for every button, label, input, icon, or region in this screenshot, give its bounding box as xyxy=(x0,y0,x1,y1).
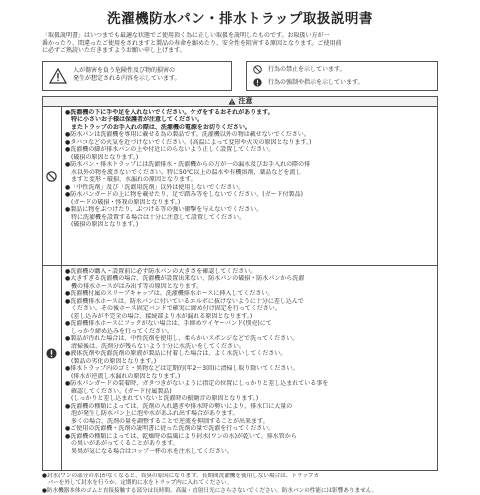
prohibit-legend xyxy=(253,65,346,75)
list-item: ●ご使用の洗濯機・洗剤の説明書に従った洗剤の量で洗濯を行ってください。 xyxy=(65,425,435,433)
prohibit-text: 行為の禁止を示しています。 xyxy=(268,66,346,74)
list-item: ●「中性洗剤」及び「洗濯用洗剤」以外は使用しないでください。 xyxy=(65,184,435,192)
warning-triangle-icon xyxy=(228,98,236,105)
instruction-icon-column xyxy=(43,266,62,470)
mandatory-legend xyxy=(253,78,364,88)
footer-line: ●封水(ワンの部分の水)がなくなると、異臭の原因になります。長期間洗濯機を使用しない場合は、トラップカ xyxy=(42,473,438,481)
list-item: 特に洗濯機を設置する場合は十分に注意して設置してください。 xyxy=(65,214,435,222)
list-item: ●洗濯機の下に手や足を入れないでください。ケガをするおそれがあります。 xyxy=(65,109,435,117)
caution-title: 注意 xyxy=(239,96,253,106)
footer-notes xyxy=(42,473,438,495)
footer-line: バーを外して封水を行うか、定期的に水をトラップ内に入れてください。 xyxy=(42,480,438,488)
list-item: (破損の原因となります。) xyxy=(65,154,435,162)
intro-line: 「取扱説明書」はいつまでも最適な状態でご使用頂く為に正しい取扱を説明したものです。お取扱い方が一 xyxy=(42,32,438,40)
list-item: ●防水パン・排水トラップには洗濯排水・洗濯機からの万が一の漏水及びお手入れの際の排 xyxy=(65,161,435,169)
caution-description-line: 発生が想定される内容を示しています。 xyxy=(73,75,181,83)
list-item: (排水が逆流し水漏れの原因となります。) xyxy=(65,373,435,381)
list-item: ●防水パンガードの装着時、ガタつきがないように指定の位置にしっかりと差し込まれている事を xyxy=(65,380,435,388)
mandatory-icon xyxy=(253,78,262,87)
caution-description-line: 人が傷害を負う危険性及び物的損害の xyxy=(73,67,181,75)
prohibition-list xyxy=(62,107,437,265)
caution-header xyxy=(42,96,438,106)
list-item: またトラップのお手入れの際は、洗濯機の電源をお切りください。 xyxy=(65,124,435,132)
list-item: ●洗濯機の種類によっては、乾燥時の温風により封水(ワンの水)が乾いて、排水管から xyxy=(65,433,435,441)
list-item: (しっかりと差し込まれていないと洗濯時の振動音の原因となります。) xyxy=(65,395,435,403)
caution-symbol-box xyxy=(42,61,232,91)
list-item: の臭いがあがってくることがあります。 xyxy=(65,440,435,448)
symbol-meaning-box xyxy=(246,61,438,91)
list-item: ●洗濯機の脚が排水パンの上や付近にのらないよう正しく設置してください。 xyxy=(65,146,435,154)
intro-line: に必ずご熟読いただきますようお願い申し上げます。 xyxy=(42,47,438,55)
list-item: 水以外の物を流さないでください。特に50℃以上の温水や有機溶剤、薬品などを流し xyxy=(65,169,435,177)
list-item: ますと変形・破損、水漏れの原因となります。 xyxy=(65,176,435,184)
mandatory-text: 行為の強制や指示を示しています。 xyxy=(268,79,364,87)
prohibition-icon-column xyxy=(43,107,62,265)
caution-description xyxy=(73,67,181,83)
list-item: (差し込みが不完全の場合、接続部より水が漏れる原因となります。) xyxy=(65,313,435,321)
list-item: ●タバコなどの火気を近づけないでください。(高温によって変形や火災の原因となります。) xyxy=(65,139,435,147)
prohibition-section xyxy=(42,106,438,266)
list-item: 確認してください。(ガード付属製品) xyxy=(65,388,435,396)
list-item: 機の排水ホースがはみ出す等の原因となります。 xyxy=(65,283,435,291)
list-item: ●洗濯機の購入・設置前に必ず防水パンの大きさを確認してください。 xyxy=(65,268,435,276)
list-item: ●防水パンガードの上に物を載せたり、足で踏み等をしないでください。(ガード付製品) xyxy=(65,191,435,199)
symbol-legend xyxy=(42,61,438,95)
intro-line: 番かったり、間違ったご使用をされますと製品の寿命を縮めたり、安全性を阻害する原因となります。ご使用前 xyxy=(42,40,438,48)
list-item: ●液体洗剤や洗濯洗剤の原液が製品に付着した場合は、よく水洗いしてください。 xyxy=(65,350,435,358)
list-item: ●防水パンは洗濯機を専用に載せる為の製品です。洗濯機以外の物は載せないでください。 xyxy=(65,131,435,139)
list-item: ください。その後ホース固定バンドで確実に締め付け固定を行ってください。 xyxy=(65,305,435,313)
list-item: ●洗濯機の種類によっては、洗剤の入れ過ぎや排水時の勢いにより、排水口に大量の xyxy=(65,403,435,411)
list-item: ●大きすぎる洗濯機の場合、洗濯機が設置出来ない、防水パンの破損・防水パンから洗濯 xyxy=(65,275,435,283)
warning-triangle-icon xyxy=(49,68,67,84)
prohibit-icon xyxy=(46,171,57,182)
footer-line: ●防水機器本体のゴムと直接接触する部分は長時間、高温・直射日光にさらさないでください。防水パンの性能には影響ありません。 xyxy=(42,488,438,495)
list-item: (製品の劣化の原因となります。) xyxy=(65,358,435,366)
intro-paragraph xyxy=(42,32,438,55)
mandatory-icon xyxy=(46,348,57,359)
list-item: ●製品に物をぶつけたり、ぶつける等の強い衝撃を与えないでください。 xyxy=(65,206,435,214)
manual-document xyxy=(42,8,438,472)
list-item: ●排水トラップ内のゴミ・異物などは定期的(年2〜3回)に清掃し取り除いてください。 xyxy=(65,365,435,373)
list-item: (破損の原因となります。) xyxy=(65,221,435,229)
list-item: 特に小さいお子様は保護者が注意してください。 xyxy=(65,116,435,124)
list-item: (ガードの破損・怪我の原因となります。) xyxy=(65,199,435,207)
list-item: しっかり締め込みを行ってください。 xyxy=(65,328,435,336)
prohibit-icon xyxy=(253,65,262,74)
instruction-list xyxy=(62,266,437,470)
list-item: 多くの場合、洗剤の量を調整することで逆流を抑制することが出来ます。 xyxy=(65,418,435,426)
list-item: ●洗濯機付属のスリーブキャップは、洗濯機排水ホースに挿入してください。 xyxy=(65,290,435,298)
list-item: 清掃後は、洗剤分が残らないよう十分に水洗いをしてください。 xyxy=(65,343,435,351)
list-item: ●洗濯機排水ホースは、防水パンに付いているエルボに抜けないように十分に差し込んで xyxy=(65,298,435,306)
instruction-section xyxy=(42,266,438,471)
list-item: 異臭が気になる場合はコップ一杯の水を注水してください。 xyxy=(65,448,435,456)
list-item: ●洗濯機排水ホースにフックがない場合は、手締めワイヤーバンド(別売)にて xyxy=(65,320,435,328)
list-item: ●製品が汚れた場合は、中性洗剤を使用し、柔らかいスポンジなどで洗ってください。 xyxy=(65,335,435,343)
list-item: 泡が発生し防水パン上に泡や水があふれ出す場合があります。 xyxy=(65,410,435,418)
document-title: 洗濯機防水パン・排水トラップ取扱説明書 xyxy=(42,8,438,30)
